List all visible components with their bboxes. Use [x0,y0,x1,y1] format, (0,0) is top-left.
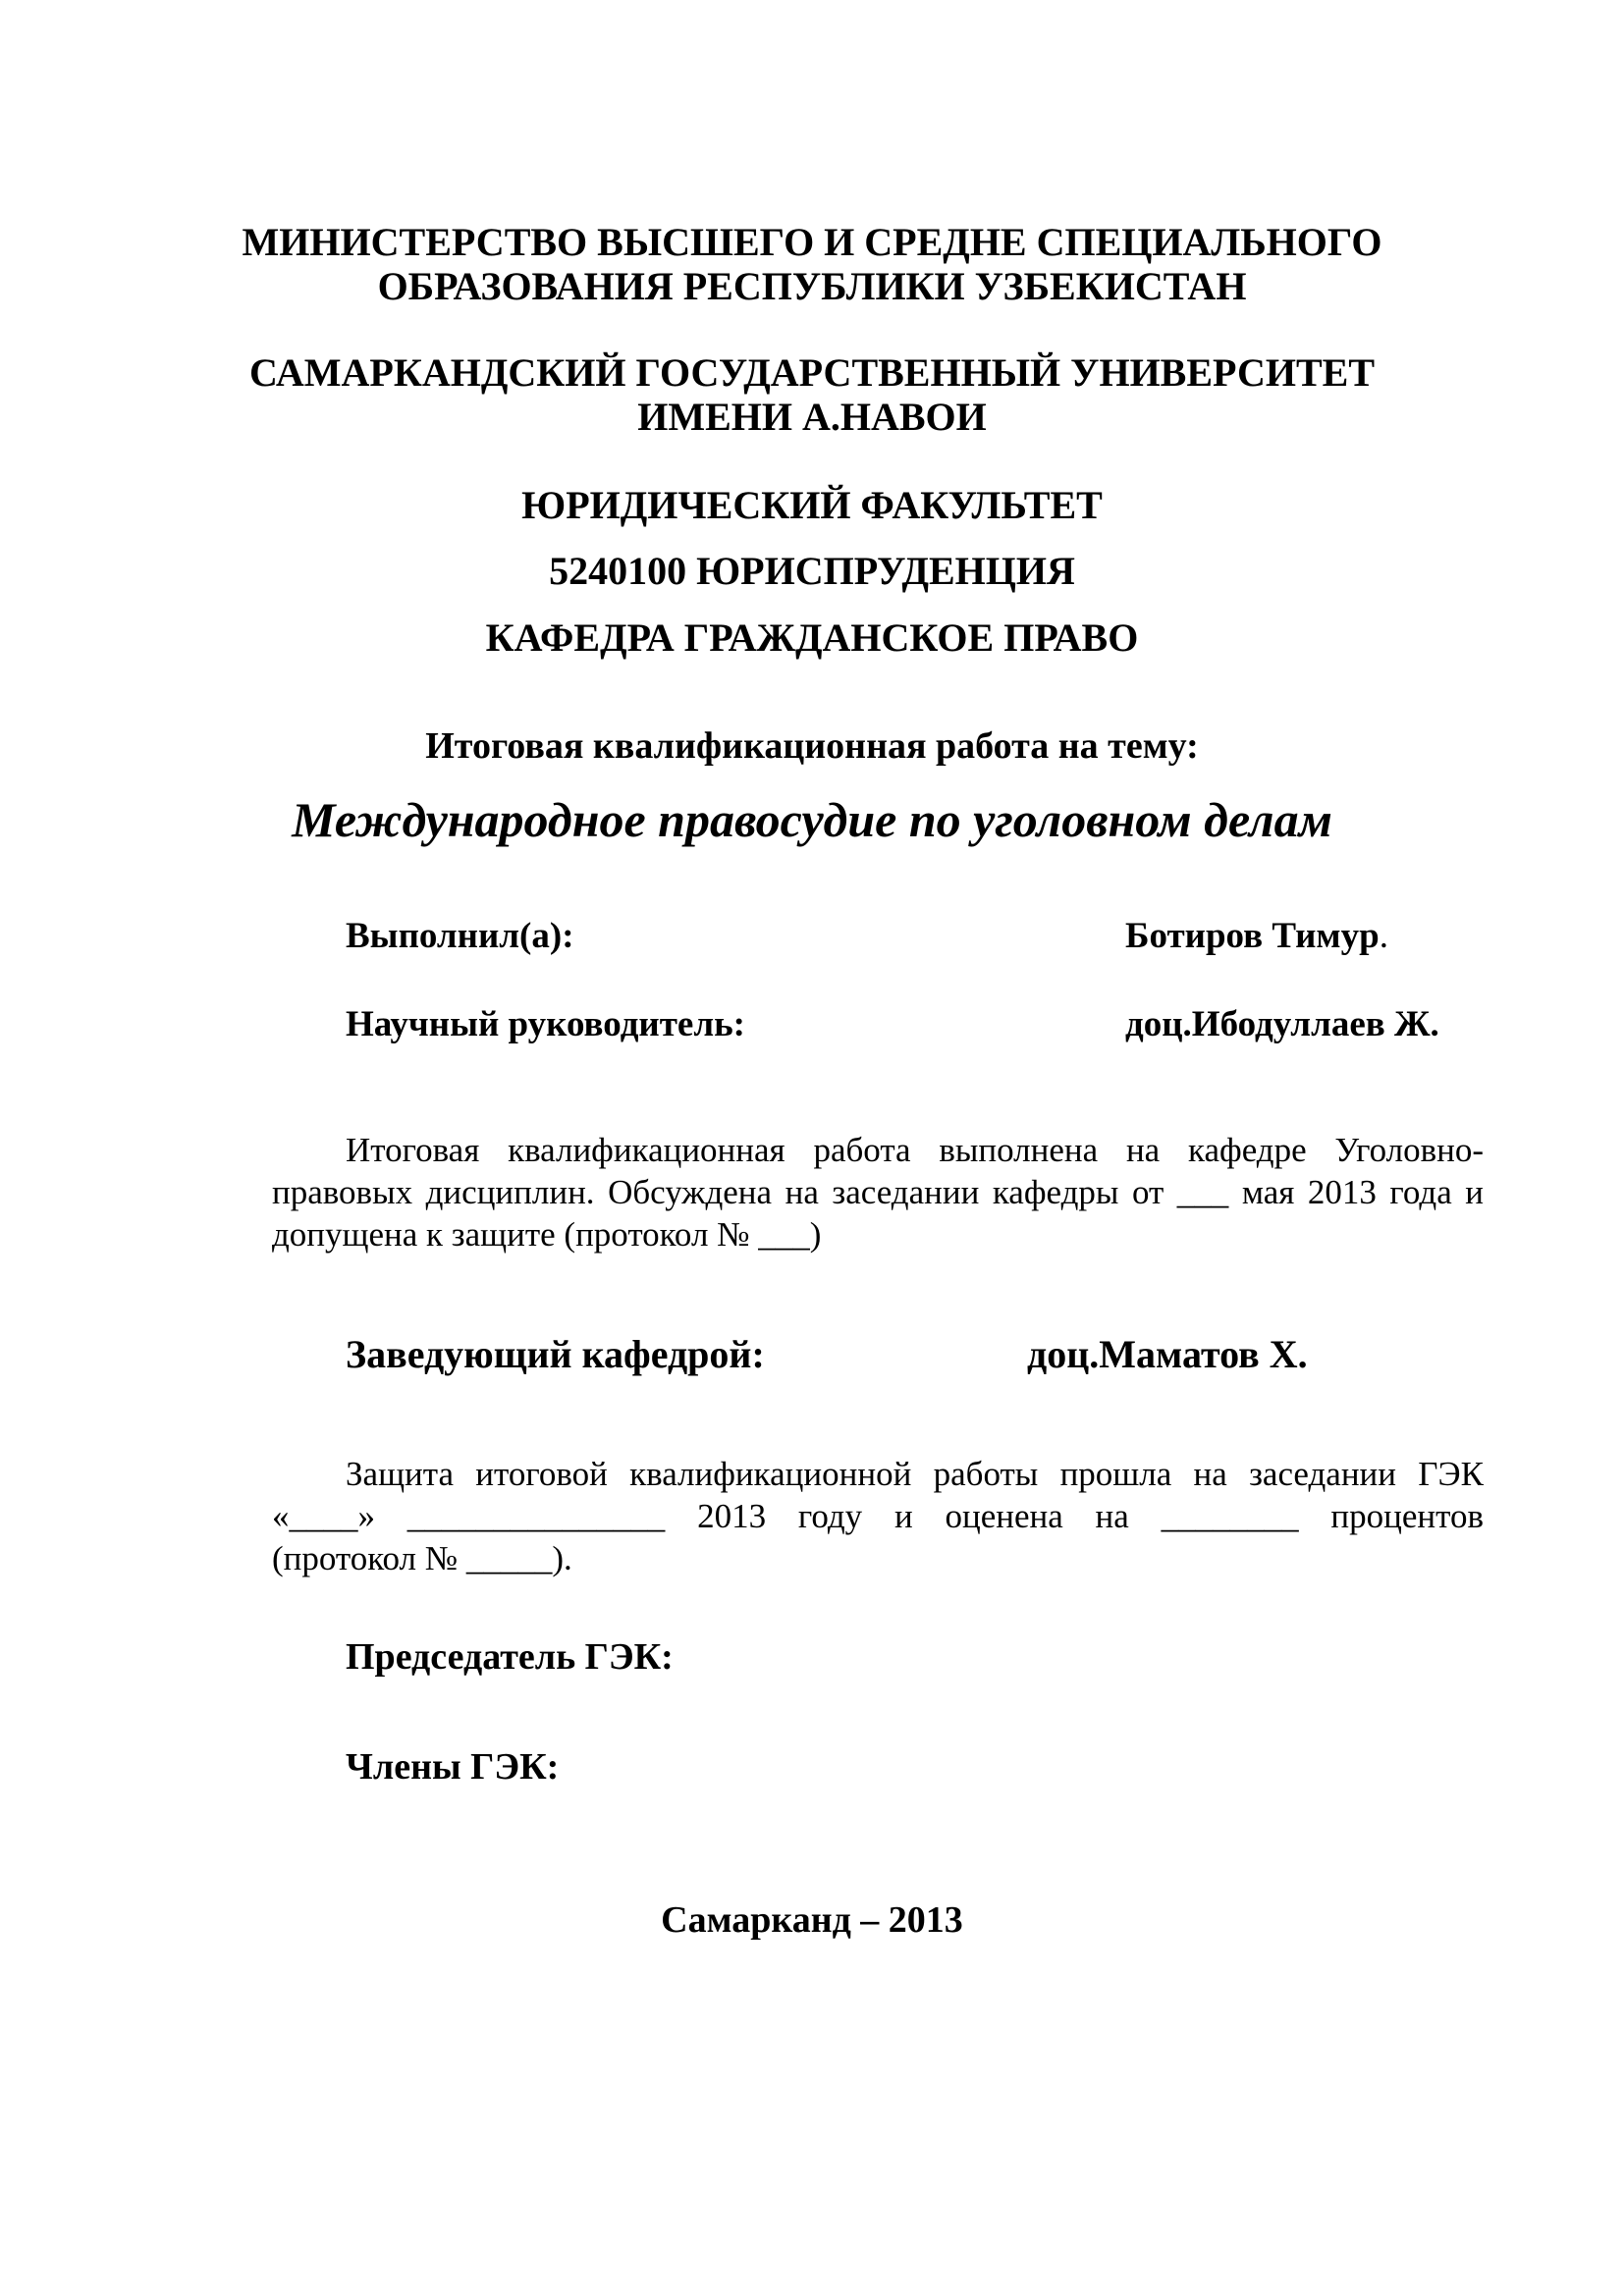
ministry-line-2: ОБРАЗОВАНИЯ РЕСПУБЛИКИ УЗБЕКИСТАН [377,264,1247,308]
ministry-line-1: МИНИСТЕРСТВО ВЫСШЕГО И СРЕДНЕ СПЕЦИАЛЬНОГО [242,220,1382,264]
work-intro: Итоговая квалификационная работа на тему: [425,725,1199,767]
head-of-department-value: доц.Маматов Х. [1027,1332,1308,1376]
defense-line-2: «____» _______________ 2013 году и оценена на ________ процентов [272,1497,1484,1535]
discussion-line-2: правовых дисциплин. Обсуждена на заседании кафедры от ___ мая 2013 года и [272,1173,1484,1211]
faculty-title: ЮРИДИЧЕСКИЙ ФАКУЛЬТЕТ [521,483,1103,527]
discussion-line-3: допущена к защите (протокол № ___) [272,1215,822,1254]
university-line-1: САМАРКАНДСКИЙ ГОСУДАРСТВЕННЫЙ УНИВЕРСИТЕТ [249,350,1375,395]
supervisor-label: Научный руководитель: [346,1004,745,1044]
department-title: КАФЕДРА ГРАЖДАНСКОЕ ПРАВО [485,615,1139,660]
defense-paragraph [272,1453,1484,1579]
defense-line-1: Защита итоговой квалификационной работы прошла на заседании ГЭК [346,1455,1484,1493]
performed-label: Выполнил(а): [346,916,574,956]
university-line-2: ИМЕНИ А.НАВОИ [637,395,987,439]
specialty-title: 5240100 ЮРИСПРУДЕНЦИЯ [549,549,1075,593]
defense-line-3: (протокол № _____). [272,1539,572,1577]
author-dot: . [1379,916,1388,956]
supervisor-value: доц.Ибодуллаев Ж. [1125,1004,1439,1044]
city-year: Самарканд – 2013 [661,1899,963,1941]
discussion-line-1: Итоговая квалификационная работа выполнена на кафедре Уголовно- [346,1131,1484,1169]
author-name: Ботиров Тимур [1125,916,1380,956]
discussion-paragraph [272,1129,1484,1255]
performed-value [1125,915,1388,957]
work-theme: Международное правосудие по уголовном делам [292,792,1332,847]
head-of-department-label: Заведующий кафедрой: [346,1332,765,1376]
commission-chairman-label: Председатель ГЭК: [346,1636,674,1678]
commission-members-label: Члены ГЭК: [346,1746,560,1788]
